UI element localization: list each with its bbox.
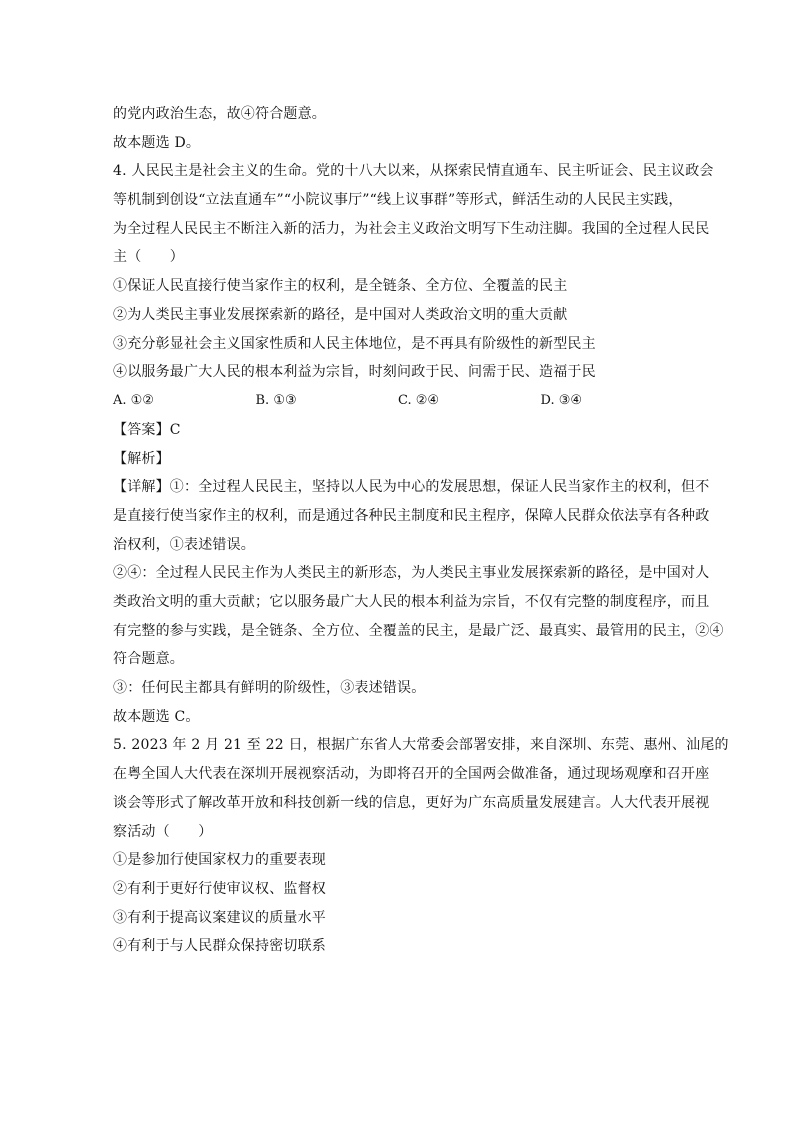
question-4-stem: 主（ ） xyxy=(113,249,184,266)
detail-text: 符合题意。 xyxy=(113,651,184,668)
detail-text: 【详解】①：全过程人民民主，坚持以人民为中心的发展思想，保证人民当家作主的权利，但不 xyxy=(113,479,710,496)
question-4-stem: 等机制到创设“立法直通车”“小院议事厅”“线上议事群”等形式，鲜活生动的人民民主实践， xyxy=(113,192,683,209)
question-5-statement: ④有利于与人民群众保持密切联系 xyxy=(113,938,326,955)
detail-text: 治权利，①表述错误。 xyxy=(113,536,255,553)
answer-label: 【答案】C xyxy=(113,421,181,438)
detail-text: 故本题选 C。 xyxy=(113,708,200,725)
question-5-stem: 5. 2023 年 2 月 21 至 22 日，根据广东省人大常委会部署安排，来自深圳、东莞、惠州、汕尾的 xyxy=(113,737,729,754)
detail-text: 类政治文明的重大贡献；它以服务最广大人民的根本利益为宗旨，不仅有完整的制度程序，而且 xyxy=(113,594,710,610)
choice-b: B. ①③ xyxy=(255,392,297,408)
analysis-label: 【解析】 xyxy=(113,450,170,467)
question-5-statement: ②有利于更好行使审议权、监督权 xyxy=(113,880,326,897)
question-5-stem: 察活动（ ） xyxy=(113,823,213,840)
question-4-statement: ③充分彰显社会主义国家性质和人民主体地位，是不再具有阶级性的新型民主 xyxy=(113,335,596,352)
document-page xyxy=(113,100,729,961)
detail-text: ②④：全过程人民民主作为人类民主的新形态，为人类民主事业发展探索新的路径，是中国对人 xyxy=(113,565,710,582)
question-4-stem: 为全过程人民民主不断注入新的活力，为社会主义政治文明写下生动注脚。我国的全过程人民民 xyxy=(113,220,710,237)
question-5-statement: ③有利于提高议案建议的质量水平 xyxy=(113,909,326,926)
question-4-statement: ④以服务最广大人民的根本利益为宗旨，时刻问政于民、问需于民、造福于民 xyxy=(113,364,596,381)
question-5-stem: 在粤全国人大代表在深圳开展视察活动，为即将召开的全国两会做准备，通过现场观摩和召开座 xyxy=(113,766,710,783)
question-4-statement: ②为人类民主事业发展探索新的路径，是中国对人类政治文明的重大贡献 xyxy=(113,306,568,323)
text-line: 故本题选 D。 xyxy=(113,134,201,151)
text-line: 的党内政治生态，故④符合题意。 xyxy=(113,106,326,122)
question-4-choices xyxy=(113,387,683,416)
question-4-statement: ①保证人民直接行使当家作主的权利，是全链条、全方位、全覆盖的民主 xyxy=(113,278,568,295)
question-5-statement: ①是参加行使国家权力的重要表现 xyxy=(113,852,326,869)
choice-d: D. ③④ xyxy=(540,392,583,408)
detail-text: ③：任何民主都具有鲜明的阶级性，③表述错误。 xyxy=(113,680,426,697)
detail-text: 是直接行使当家作主的权利，而是通过各种民主制度和民主程序，保障人民群众依法享有各种政 xyxy=(113,507,710,524)
question-4-stem: 4. 人民民主是社会主义的生命。党的十八大以来，从探索民情直通车、民主听证会、民主议政会 xyxy=(113,163,714,180)
question-5-stem: 谈会等形式了解改革开放和科技创新一线的信息，更好为广东高质量发展建言。人大代表开展视 xyxy=(113,794,710,811)
choice-c: C. ②④ xyxy=(398,392,440,408)
choice-a: A. ①② xyxy=(113,392,154,408)
detail-text: 有完整的参与实践，是全链条、全方位、全覆盖的民主，是最广泛、最真实、最管用的民主，②④ xyxy=(113,622,724,639)
